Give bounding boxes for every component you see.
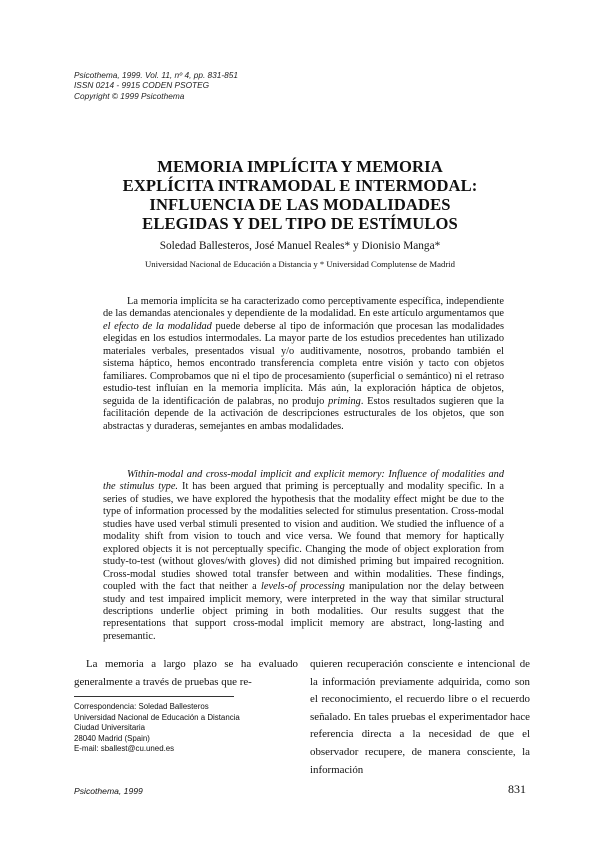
correspondence-line: Correspondencia: Soledad Ballesteros: [74, 702, 209, 711]
title-line: MEMORIA IMPLÍCITA Y MEMORIA: [157, 157, 443, 176]
english-title: Within-modal and cross-modal implicit and explicit memory: Influence of modalities and the stimulus type.: [103, 469, 504, 493]
issn-line: ISSN 0214 - 9915 CODEN PSOTEG: [74, 80, 210, 91]
title-line: INFLUENCIA DE LAS MODALIDADES: [149, 195, 451, 214]
page-number: 831: [508, 782, 526, 796]
authors: Soledad Ballesteros, José Manuel Reales* y Dionisio Manga*: [159, 240, 441, 252]
correspondence-line: 28040 Madrid (Spain): [74, 733, 150, 743]
abstract-spanish: La memoria implícita se ha caracterizado como perceptivamente específica, independiente de las demandas atencionales y dependiente de la modalidad. En este artículo argumentamos que el efecto de la modalidad puede deberse al tipo de información que procesan las modalidades elegidas en los estudios intermodales. La mayor parte de los estudios precedentes han utilizado materiales verbales, presentados visual y/o auditivamente, nosotros, probando también el sistema háptico, hemos encontrado transferencia completa entre visión y tacto con objetos familiares. Comprobamos que ni el tipo de procesamiento (superficial o semántico) ni el retraso estudio-test influían en la memoria implícita. Más aún, la exploración háptica de objetos, seguida de la identificación de palabras, no produjo priming. Estos resultados sugieren que la facilitación depende de la activación de descripciones estructurales de los objetos, que son abstractas y duraderas, semejantes en ambas modalidades.: [103, 296, 505, 432]
footnote-divider: [74, 696, 234, 697]
correspondence-email: E-mail: sballest@cu.uned.es: [74, 744, 175, 754]
article-title: [80, 157, 520, 233]
title-line: ELEGIDAS Y DEL TIPO DE ESTÍMULOS: [142, 214, 458, 233]
abstract-english: Within-modal and cross-modal implicit and explicit memory: Influence of modalities and the stimulus type. It has been argued that priming is perceptually and modality specific. In a series of studies, we have explored the hypothesis that the modality effect might be due to the type of information processed by the modalities selected for stimulus presentation. Cross-modal studies have used verbal stimuli presented to vision and audition. We studied the influence of a modality shift from vision to touch and vice versa. We found that memory for haptically explored objects it is not perceptually specific. Changing the mode of object exploration from study-to-test (without gloves/with gloves) did not dimished priming but impaired recognition. Cross-modal studies showed total transfer between and within modalities. These findings, coupled with the fact that neither a levels-of processing manipulation nor the delay between study and test impaired implicit memory, were interpreted in the way that similar structural descriptions underlie object priming in both modalities. Our results suggest that the representations that support cross-modal implicit memory are abstract, long-lasting and presemantic.: [103, 469, 505, 642]
body-right-column: quieren recuperación consciente e intencional de la información previamente adquirida, como son el reconocimiento, el recuerdo libre o el recuerdo señalado. En tales pruebas el experimentador hace referencia directa a la necesidad de que el observador recupere, de manera consciente, la información: [310, 658, 530, 776]
title-line: EXPLÍCITA INTRAMODAL E INTERMODAL:: [122, 176, 478, 195]
correspondence-line: Ciudad Universitaria: [74, 723, 146, 733]
correspondence-footnote: [74, 702, 240, 755]
copyright-line: Copyright © 1999 Psicothema: [74, 90, 185, 101]
body-left-column: La memoria a largo plazo se ha evaluado generalmente a través de pruebas que re-: [74, 658, 298, 688]
correspondence-line: Universidad Nacional de Educación a Distancia: [74, 712, 240, 722]
citation-line: Psicothema, 1999. Vol. 11, nº 4, pp. 831-851: [74, 70, 239, 80]
affiliation: Universidad Nacional de Educación a Distancia y * Universidad Complutense de Madrid: [144, 259, 455, 269]
footer-journal: Psicothema, 1999: [74, 786, 143, 796]
journal-header: [74, 70, 238, 101]
